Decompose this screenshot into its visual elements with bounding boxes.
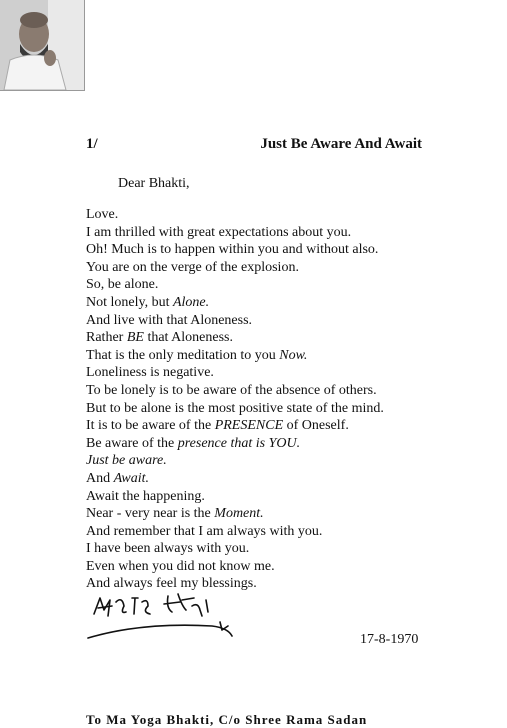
body-line — [86, 276, 466, 294]
heading-row — [86, 136, 422, 156]
body-text: Even when you did not know me. — [86, 558, 275, 574]
body-line — [86, 382, 466, 400]
body-text: And remember that I am always with you. — [86, 523, 323, 539]
body-line — [86, 294, 466, 312]
italic-text: presence that is YOU. — [177, 435, 301, 451]
letter-date: 17-8-1970 — [360, 632, 419, 647]
body-text: I am thrilled with great expectations about you. — [86, 224, 352, 240]
letter-title: Just Be Aware And Await — [260, 136, 422, 152]
italic-text: BE — [126, 330, 144, 346]
body-text: So, be alone. — [86, 277, 159, 293]
letter-body — [86, 206, 466, 593]
footer-address: To Ma Yoga Bhakti, C/o Shree Rama Sadan — [86, 712, 368, 727]
body-line — [86, 488, 466, 506]
body-line — [86, 505, 466, 523]
italic-text: Alone. — [172, 294, 210, 310]
salutation: Dear Bhakti, — [118, 176, 190, 191]
body-line — [86, 329, 466, 347]
body-line — [86, 435, 466, 453]
body-text: Loneliness is negative. — [86, 365, 214, 381]
body-text: Oh! Much is to happen within you and without also. — [86, 242, 379, 258]
body-text: of Oneself. — [283, 418, 349, 434]
italic-text: Await. — [113, 470, 150, 486]
body-line — [86, 558, 466, 576]
body-text: Not lonely, but — [86, 294, 173, 310]
body-line — [86, 206, 466, 224]
body-line — [86, 523, 466, 541]
body-text: Be aware of the — [86, 435, 178, 451]
body-text: Near - very near is the — [86, 506, 215, 522]
body-text: It is to be aware of the — [86, 418, 215, 434]
italic-text: Just be aware. — [86, 453, 167, 469]
author-photo — [0, 0, 85, 91]
body-text: And always feel my blessings. — [86, 576, 257, 592]
italic-text: Now. — [279, 347, 308, 363]
italic-text: PRESENCE — [214, 418, 284, 434]
body-text: And live with that Aloneness. — [86, 312, 253, 328]
body-text: Love. — [86, 207, 119, 222]
letter-number: 1/ — [86, 136, 98, 152]
body-line — [86, 259, 466, 277]
body-text: And — [86, 470, 114, 486]
body-text: that Aloneness. — [143, 330, 233, 346]
body-line — [86, 400, 466, 418]
body-text: Await the happening. — [86, 488, 205, 504]
body-line — [86, 312, 466, 330]
body-line — [86, 540, 466, 558]
signature-image — [82, 586, 242, 646]
body-line — [86, 347, 466, 365]
body-line — [86, 417, 466, 435]
body-text: But to be alone is the most positive state of the mind. — [86, 400, 384, 416]
body-line — [86, 452, 466, 470]
body-text: That is the only meditation to you — [86, 347, 280, 363]
body-text: You are on the verge of the explosion. — [86, 259, 299, 275]
body-text: Rather — [86, 330, 127, 346]
body-line — [86, 224, 466, 242]
body-line — [86, 364, 466, 382]
body-text: To be lonely is to be aware of the absence of others. — [86, 382, 377, 398]
body-line — [86, 470, 466, 488]
body-line — [86, 241, 466, 259]
italic-text: Moment. — [214, 506, 264, 522]
body-text: I have been always with you. — [86, 541, 250, 557]
